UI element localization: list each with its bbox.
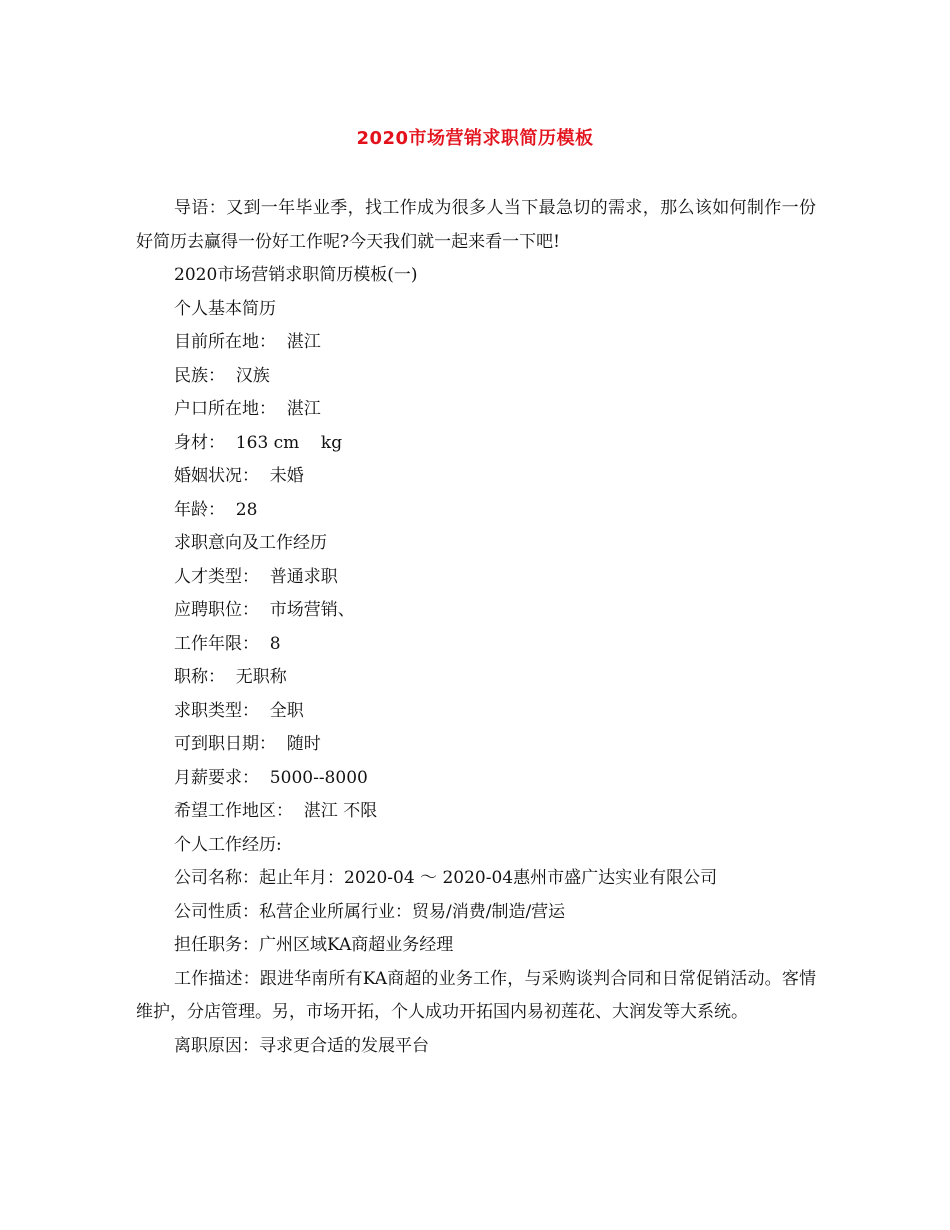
field-age: 年龄： 28 <box>174 499 258 520</box>
section-heading-basic-resume: 个人基本简历 <box>174 298 276 319</box>
field-position-applied: 应聘职位： 市场营销、 <box>174 600 355 620</box>
section-heading-template-one: 2020市场营销求职简历模板(一) <box>174 265 418 285</box>
field-available-date: 可到职日期： 随时 <box>174 734 321 754</box>
field-role: 担任职务：广州区域KA商超业务经理 <box>174 935 454 955</box>
field-household-registration: 户口所在地： 湛江 <box>174 399 321 419</box>
intro-paragraph: 导语：又到一年毕业季，找工作成为很多人当下最急切的需求，那么该如何制作一份好简历去赢得一份好工作呢?今天我们就一起来看一下吧! <box>136 198 816 252</box>
document-title: 2020市场营销求职简历模板 <box>356 128 594 149</box>
field-company-nature: 公司性质：私营企业所属行业：贸易/消费/制造/营运 <box>174 901 566 922</box>
section-heading-work-experience: 个人工作经历: <box>174 834 282 855</box>
section-heading-job-intent: 求职意向及工作经历 <box>174 533 327 553</box>
field-job-title: 职称： 无职称 <box>174 667 287 687</box>
field-ethnicity: 民族： 汉族 <box>174 365 270 386</box>
field-current-location: 目前所在地： 湛江 <box>174 332 321 352</box>
field-reason-for-leaving: 离职原因：寻求更合适的发展平台 <box>174 1035 429 1056</box>
field-years-of-work: 工作年限： 8 <box>174 633 281 654</box>
field-talent-type: 人才类型： 普通求职 <box>174 566 338 587</box>
field-salary-requirement: 月薪要求： 5000--8000 <box>174 767 368 788</box>
field-preferred-location: 希望工作地区： 湛江 不限 <box>174 801 378 821</box>
field-body-size: 身材： 163 cm kg <box>174 432 343 453</box>
field-job-type: 求职类型： 全职 <box>174 700 304 721</box>
field-job-description: 工作描述：跟进华南所有KA商超的业务工作，与采购谈判合同和日常促销活动。客情维护，分店管理。另，市场开拓，个人成功开拓国内易初莲花、大润发等大系统。 <box>136 968 816 1022</box>
document-body <box>136 192 816 1063</box>
field-marital-status: 婚姻状况： 未婚 <box>174 466 304 486</box>
field-company-name: 公司名称：起止年月：2020-04 ～ 2020-04惠州市盛广达实业有限公司 <box>174 868 718 888</box>
